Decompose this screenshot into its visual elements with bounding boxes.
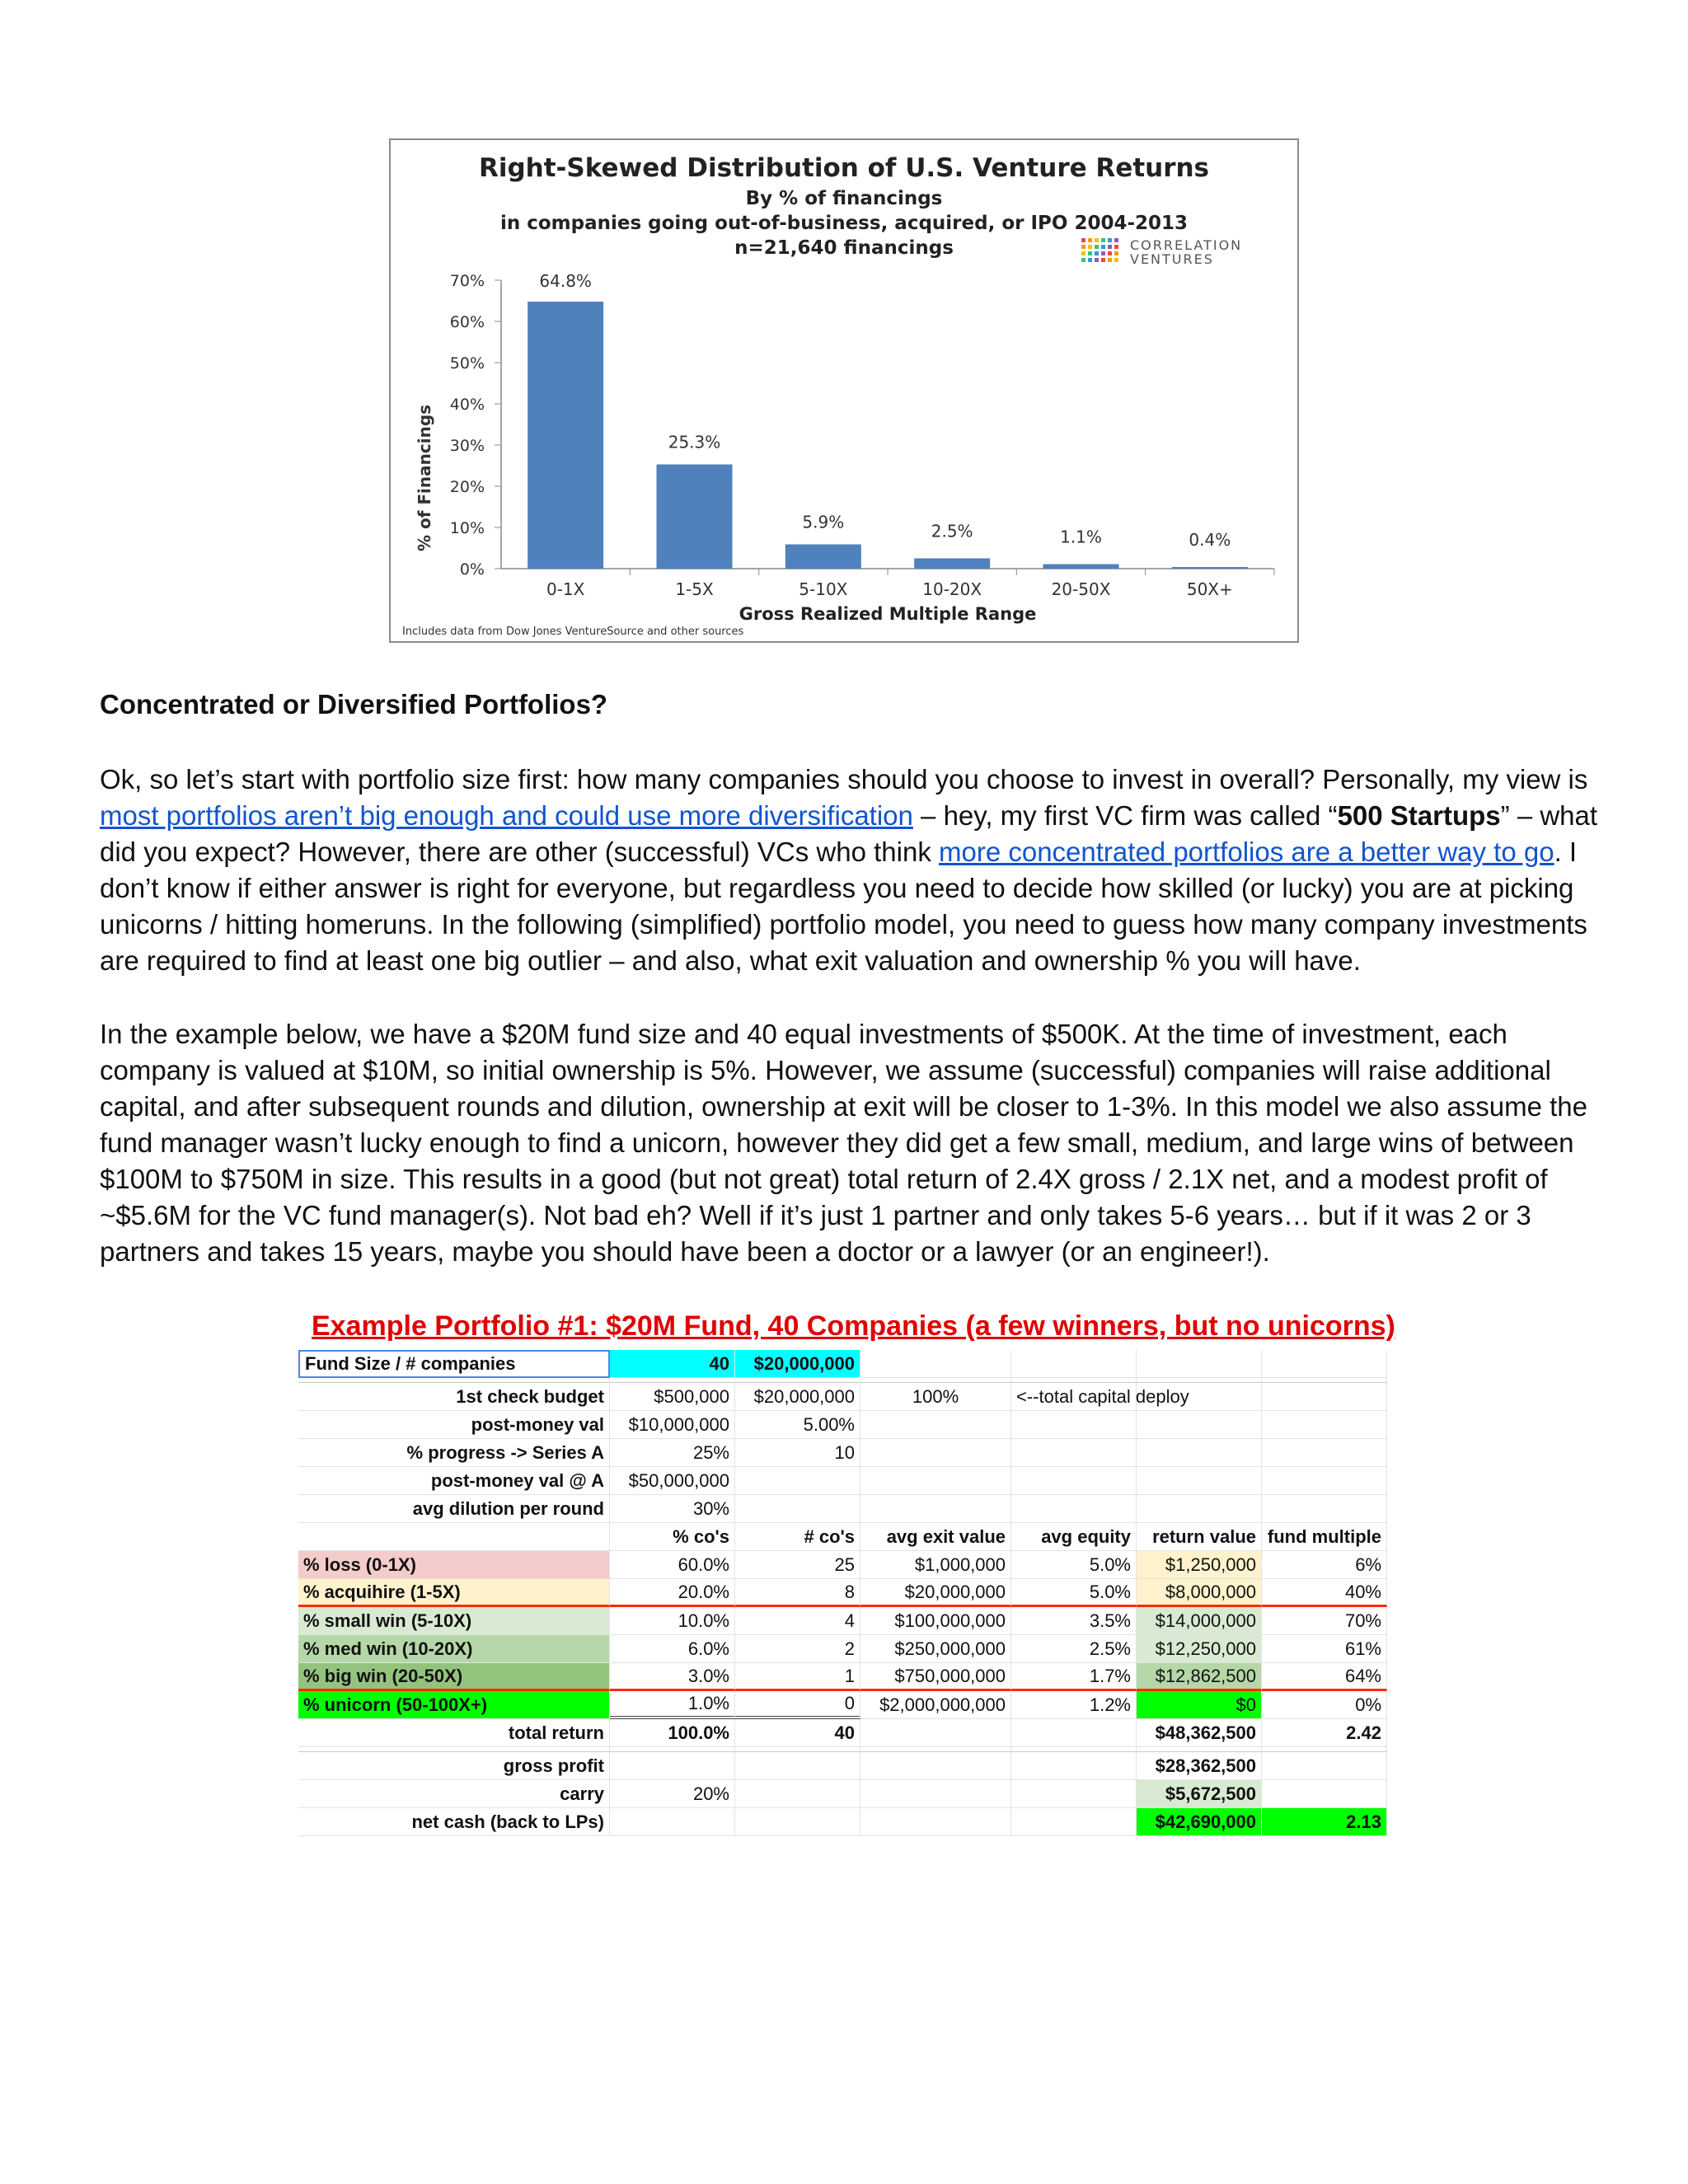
- y-tick-label: 60%: [449, 313, 485, 331]
- data-label: 2.5%: [931, 521, 973, 541]
- outcome-label[interactable]: % unicorn (50-100X+): [298, 1691, 610, 1719]
- param-cell[interactable]: 10: [735, 1439, 860, 1467]
- outcome-label[interactable]: % loss (0-1X): [298, 1551, 610, 1579]
- param-cell[interactable]: [1262, 1467, 1387, 1495]
- correlation-ventures-logo: [1081, 237, 1242, 267]
- p1-text-1: Ok, so let’s start with portfolio size first: how many companies should you choose to invest in overall? Personally, my view is: [100, 764, 1588, 794]
- gross-profit-value[interactable]: $28,362,500: [1137, 1752, 1262, 1780]
- bar-1-5X: [657, 465, 733, 569]
- gross-profit-label[interactable]: gross profit: [298, 1752, 610, 1780]
- carry-row: [298, 1780, 1387, 1808]
- param-cell[interactable]: <--total capital deploy: [1011, 1383, 1137, 1411]
- outcome-cell[interactable]: 1.0%: [610, 1691, 735, 1719]
- param-cell[interactable]: 25%: [610, 1439, 735, 1467]
- outcome-cell[interactable]: 5.0%: [1011, 1551, 1137, 1579]
- outcome-cell[interactable]: 64%: [1262, 1663, 1387, 1691]
- net-cash-c2[interactable]: [735, 1808, 860, 1836]
- x-axis-label: Gross Realized Multiple Range: [738, 604, 1037, 624]
- param-cell[interactable]: [735, 1467, 860, 1495]
- bar-5-10X: [785, 545, 861, 569]
- outcome-cell[interactable]: 60.0%: [610, 1551, 735, 1579]
- param-cell[interactable]: $10,000,000: [610, 1411, 735, 1439]
- fund-companies[interactable]: 40: [610, 1350, 735, 1378]
- parameter-rows: [298, 1383, 1387, 1523]
- net-cash-multiple[interactable]: 2.13: [1262, 1808, 1387, 1836]
- outcome-cell[interactable]: 1: [735, 1663, 860, 1691]
- param-cell[interactable]: [860, 1411, 1011, 1439]
- outcome-cell[interactable]: 6%: [1262, 1551, 1387, 1579]
- param-cell[interactable]: [1262, 1495, 1387, 1523]
- gross-profit-c1[interactable]: [610, 1752, 735, 1780]
- x-tick-label: 20-50X: [1051, 579, 1111, 599]
- fund-size[interactable]: $20,000,000: [735, 1350, 860, 1378]
- outcome-cell[interactable]: 61%: [1262, 1635, 1387, 1663]
- logo-dot: [1108, 238, 1112, 242]
- param-label[interactable]: avg dilution per round: [298, 1495, 610, 1523]
- total-cell-4[interactable]: [1011, 1719, 1137, 1747]
- total-cell-3[interactable]: [860, 1719, 1011, 1747]
- param-cell[interactable]: [1011, 1495, 1137, 1523]
- outcome-cell[interactable]: 25: [735, 1551, 860, 1579]
- bar-10-20X: [914, 559, 990, 569]
- logo-dot: [1114, 238, 1118, 242]
- outcome-cell[interactable]: $750,000,000: [860, 1663, 1011, 1691]
- param-cell[interactable]: [1262, 1439, 1387, 1467]
- p1-text-2: – hey, my first VC firm was called “: [912, 800, 1338, 831]
- param-cell[interactable]: [1011, 1439, 1137, 1467]
- net-cash-value[interactable]: $42,690,000: [1137, 1808, 1262, 1836]
- outcome-row: [298, 1579, 1387, 1607]
- outcome-row: [298, 1663, 1387, 1691]
- y-tick-label: 10%: [449, 519, 485, 537]
- fund-size-label[interactable]: Fund Size / # companies: [298, 1350, 610, 1378]
- logo-dot: [1088, 245, 1092, 249]
- header-return-value[interactable]: return value: [1137, 1523, 1262, 1551]
- data-label: 1.1%: [1060, 527, 1102, 547]
- data-label: 5.9%: [802, 512, 845, 532]
- param-cell[interactable]: $50,000,000: [610, 1467, 735, 1495]
- outcome-cell[interactable]: $14,000,000: [1137, 1607, 1262, 1635]
- bar-20-50X: [1043, 565, 1119, 569]
- net-cash-c4[interactable]: [1011, 1808, 1137, 1836]
- logo-dot: [1114, 245, 1118, 249]
- x-tick-label: 0-1X: [546, 579, 585, 599]
- chart-canvas: [391, 140, 1297, 641]
- outcome-cell[interactable]: $12,862,500: [1137, 1663, 1262, 1691]
- logo-dot: [1101, 251, 1105, 255]
- param-cell[interactable]: [1011, 1467, 1137, 1495]
- logo-dot: [1101, 238, 1105, 242]
- bar-0-1X: [528, 302, 603, 569]
- fund-cell-6[interactable]: [1262, 1350, 1387, 1378]
- chart-title: Right-Skewed Distribution of U.S. Venture Returns: [478, 153, 1210, 183]
- logo-dot: [1081, 258, 1085, 262]
- logo-dot: [1095, 251, 1099, 255]
- param-cell[interactable]: 30%: [610, 1495, 735, 1523]
- outcome-cell[interactable]: $1,250,000: [1137, 1551, 1262, 1579]
- logo-dot: [1095, 245, 1099, 249]
- gross-profit-c3[interactable]: [860, 1752, 1011, 1780]
- logo-dot: [1101, 245, 1105, 249]
- y-tick-label: 20%: [449, 478, 485, 496]
- outcome-cell[interactable]: $1,000,000: [860, 1551, 1011, 1579]
- fund-cell-5[interactable]: [1137, 1350, 1262, 1378]
- outcome-row: [298, 1607, 1387, 1635]
- fund-cell-4[interactable]: [1011, 1350, 1137, 1378]
- x-tick-label: 50X+: [1186, 579, 1233, 599]
- x-tick-label: 1-5X: [675, 579, 714, 599]
- p1-text-4: . I don’t know if either answer is right for everyone, but regardless you need to decide how skilled (or lucky) you are at picking unicorns / hitting homeruns. In the following (simplified) portfolio model, you need to guess how many company investments are required to find at least one big outlier – and also, what exit valuation and ownership % you will have.: [100, 837, 1587, 976]
- param-cell[interactable]: [860, 1439, 1011, 1467]
- data-label: 25.3%: [668, 432, 721, 452]
- logo-dot: [1095, 238, 1099, 242]
- net-cash-c1[interactable]: [610, 1808, 735, 1836]
- data-label: 64.8%: [539, 271, 592, 291]
- outcome-cell[interactable]: $100,000,000: [860, 1607, 1011, 1635]
- gross-profit-c2[interactable]: [735, 1752, 860, 1780]
- chart-source-note: Includes data from Dow Jones VentureSource and other sources: [402, 626, 744, 638]
- outcome-cell[interactable]: 10.0%: [610, 1607, 735, 1635]
- param-row: [298, 1495, 1387, 1523]
- portfolio-spreadsheet: [298, 1350, 1387, 1836]
- outcome-label[interactable]: % acquihire (1-5X): [298, 1579, 610, 1607]
- outcome-cell[interactable]: 2.5%: [1011, 1635, 1137, 1663]
- logo-text-1: CORRELATION: [1130, 237, 1243, 253]
- outcome-cell[interactable]: 0: [735, 1691, 860, 1719]
- outcome-cell[interactable]: 1.7%: [1011, 1663, 1137, 1691]
- net-cash-c3[interactable]: [860, 1808, 1011, 1836]
- logo-text-2: VENTURES: [1130, 251, 1214, 267]
- param-cell[interactable]: [1262, 1383, 1387, 1411]
- carry-c4[interactable]: [1011, 1780, 1137, 1808]
- logo-dot: [1114, 251, 1118, 255]
- y-tick-label: 0%: [459, 560, 485, 579]
- outcome-cell[interactable]: $20,000,000: [860, 1579, 1011, 1607]
- outcome-row: [298, 1691, 1387, 1719]
- p1-bold-500-startups: 500 Startups: [1337, 800, 1501, 831]
- bars: [528, 271, 1274, 599]
- total-pct[interactable]: 100.0%: [610, 1719, 735, 1747]
- outcome-cell[interactable]: $8,000,000: [1137, 1579, 1262, 1607]
- param-cell[interactable]: $500,000: [610, 1383, 735, 1411]
- net-cash-row: [298, 1808, 1387, 1836]
- param-row: [298, 1467, 1387, 1495]
- carry-value[interactable]: $5,672,500: [1137, 1780, 1262, 1808]
- outcome-cell[interactable]: $12,250,000: [1137, 1635, 1262, 1663]
- paragraph-1: [100, 762, 1608, 979]
- param-cell[interactable]: [1137, 1439, 1262, 1467]
- outcome-label[interactable]: % med win (10-20X): [298, 1635, 610, 1663]
- outcome-label[interactable]: % small win (5-10X): [298, 1607, 610, 1635]
- y-tick-label: 70%: [449, 272, 485, 290]
- header-cell-0[interactable]: [298, 1523, 610, 1551]
- diversification-link[interactable]: most portfolios aren’t big enough and could use more diversification: [100, 800, 913, 831]
- y-tick-label: 30%: [449, 437, 485, 455]
- carry-c2[interactable]: [735, 1780, 860, 1808]
- x-tick-label: 5-10X: [799, 579, 848, 599]
- param-cell[interactable]: [1137, 1383, 1262, 1411]
- chart-subtitle-1: By % of financings: [745, 188, 943, 209]
- total-return-value[interactable]: $48,362,500: [1137, 1719, 1262, 1747]
- carry-c3[interactable]: [860, 1780, 1011, 1808]
- total-return-row: [298, 1719, 1387, 1747]
- total-cos[interactable]: 40: [735, 1719, 860, 1747]
- chart-subtitle-3: n=21,640 financings: [734, 237, 954, 259]
- chart-subtitle-2: in companies going out-of-business, acquired, or IPO 2004-2013: [499, 213, 1189, 234]
- logo-dot: [1088, 238, 1092, 242]
- outcome-cell[interactable]: 8: [735, 1579, 860, 1607]
- outcome-cell[interactable]: 3.0%: [610, 1663, 735, 1691]
- fund-cell-3[interactable]: [860, 1350, 1011, 1378]
- logo-dot: [1081, 251, 1085, 255]
- param-label[interactable]: post-money val @ A: [298, 1467, 610, 1495]
- param-cell[interactable]: [1137, 1495, 1262, 1523]
- logo-dot: [1101, 258, 1105, 262]
- outcome-cell[interactable]: 6.0%: [610, 1635, 735, 1663]
- section-heading: Concentrated or Diversified Portfolios?: [100, 689, 608, 719]
- sheet-title: Example Portfolio #1: $20M Fund, 40 Companies (a few winners, but no unicorns): [312, 1310, 1395, 1342]
- net-cash-label[interactable]: net cash (back to LPs): [298, 1808, 610, 1836]
- header-fund-multiple[interactable]: fund multiple: [1262, 1523, 1387, 1551]
- logo-dot: [1108, 245, 1112, 249]
- param-cell[interactable]: [1262, 1411, 1387, 1439]
- paragraph-2: In the example below, we have a $20M fund size and 40 equal investments of $500K. At the time of investment, each company is valued at $10M, so initial ownership is 5%. However, we assume (successful) companies will raise additional capital, and after subsequent rounds and dilution, ownership at exit will be closer to 1-3%. In this model we also assume the fund manager wasn’t lucky enough to find a unicorn, however they did get a few small, medium, and large wins of between $100M to $750M in size. This results in a good (but not great) total return of 2.4X gross / 2.1X net, and a modest profit of ~$5.6M for the VC fund manager(s). Not bad eh? Well if it’s just 1 partner and only takes 5-6 years… but if it was 2 or 3 partners and takes 15 years, maybe you should have been a doctor or a lawyer (or an engineer!).: [100, 1019, 1588, 1267]
- logo-dot: [1095, 258, 1099, 262]
- outcome-cell[interactable]: 40%: [1262, 1579, 1387, 1607]
- outcome-cell[interactable]: $2,000,000,000: [860, 1691, 1011, 1719]
- returns-distribution-chart: [389, 138, 1299, 643]
- gross-profit-c4[interactable]: [1011, 1752, 1137, 1780]
- param-row: [298, 1411, 1387, 1439]
- carry-c6[interactable]: [1262, 1780, 1387, 1808]
- param-row: [298, 1383, 1387, 1411]
- y-ticks: [450, 272, 501, 579]
- param-row: [298, 1439, 1387, 1467]
- header-avg-exit[interactable]: avg exit value: [860, 1523, 1011, 1551]
- outcome-cell[interactable]: 70%: [1262, 1607, 1387, 1635]
- y-tick-label: 40%: [449, 396, 485, 414]
- outcome-cell[interactable]: 1.2%: [1011, 1691, 1137, 1719]
- x-tick-label: 10-20X: [922, 579, 982, 599]
- outcome-cell[interactable]: 5.0%: [1011, 1579, 1137, 1607]
- outcome-cell[interactable]: 4: [735, 1607, 860, 1635]
- y-axis-label: % of Financings: [415, 404, 434, 552]
- param-cell[interactable]: 5.00%: [735, 1411, 860, 1439]
- logo-dot: [1114, 258, 1118, 262]
- header-num-cos[interactable]: # co's: [735, 1523, 860, 1551]
- p1-text-3: ” – what did you expect? However, there are other (successful) VCs who think: [100, 800, 1598, 867]
- logo-dot: [1108, 258, 1112, 262]
- param-cell[interactable]: $20,000,000: [735, 1383, 860, 1411]
- outcome-label[interactable]: % big win (20-50X): [298, 1663, 610, 1691]
- outcome-cell[interactable]: 2: [735, 1635, 860, 1663]
- param-label[interactable]: post-money val: [298, 1411, 610, 1439]
- header-pct-cos[interactable]: % co's: [610, 1523, 735, 1551]
- y-tick-label: 50%: [449, 354, 485, 373]
- logo-dot: [1108, 251, 1112, 255]
- gross-profit-row: [298, 1752, 1387, 1780]
- gross-profit-c6[interactable]: [1262, 1752, 1387, 1780]
- param-cell[interactable]: [735, 1495, 860, 1523]
- outcome-row: [298, 1551, 1387, 1579]
- logo-dot: [1081, 238, 1085, 242]
- logo-dot: [1088, 251, 1092, 255]
- concentrated-portfolios-link[interactable]: more concentrated portfolios are a better way to go: [939, 837, 1554, 867]
- outcome-cell[interactable]: 3.5%: [1011, 1607, 1137, 1635]
- total-multiple[interactable]: 2.42: [1262, 1719, 1387, 1747]
- outcome-cell[interactable]: 20.0%: [610, 1579, 735, 1607]
- outcome-rows: [298, 1551, 1387, 1719]
- fund-row: [298, 1350, 1387, 1378]
- param-cell[interactable]: [1137, 1467, 1262, 1495]
- param-label[interactable]: 1st check budget: [298, 1383, 610, 1411]
- carry-pct[interactable]: 20%: [610, 1780, 735, 1808]
- param-cell[interactable]: [1137, 1411, 1262, 1439]
- outcome-header-row: [298, 1523, 1387, 1551]
- param-label[interactable]: % progress -> Series A: [298, 1439, 610, 1467]
- outcome-cell[interactable]: $250,000,000: [860, 1635, 1011, 1663]
- logo-dot: [1081, 245, 1085, 249]
- outcome-cell[interactable]: $0: [1137, 1691, 1262, 1719]
- outcome-cell[interactable]: 0%: [1262, 1691, 1387, 1719]
- total-label[interactable]: total return: [298, 1719, 610, 1747]
- data-label: 0.4%: [1189, 530, 1231, 550]
- param-cell[interactable]: 100%: [860, 1383, 1011, 1411]
- header-avg-equity[interactable]: avg equity: [1011, 1523, 1137, 1551]
- param-cell[interactable]: [860, 1467, 1011, 1495]
- bar-50X+: [1172, 567, 1248, 569]
- outcome-row: [298, 1635, 1387, 1663]
- param-cell[interactable]: [860, 1495, 1011, 1523]
- carry-label[interactable]: carry: [298, 1780, 610, 1808]
- param-cell[interactable]: [1011, 1411, 1137, 1439]
- logo-dot: [1088, 258, 1092, 262]
